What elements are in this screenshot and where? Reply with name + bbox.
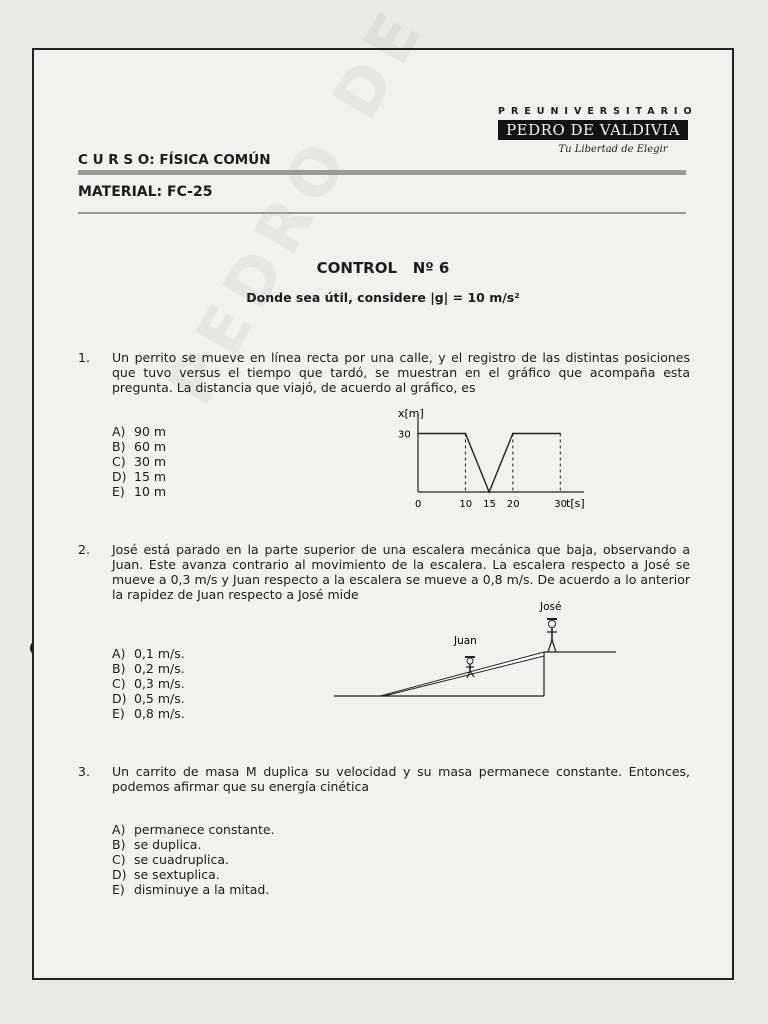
- option-d[interactable]: [112, 867, 275, 882]
- option-text: 0,1 m/s.: [134, 646, 185, 661]
- escalator-figure: [324, 598, 624, 702]
- page-title: CONTROL Nº 6: [316, 259, 450, 277]
- option-letter: A): [112, 646, 126, 661]
- jose-label: José: [540, 601, 562, 613]
- x-tick-label: 20: [506, 499, 520, 510]
- option-e[interactable]: [112, 484, 166, 499]
- option-text: 0,5 m/s.: [134, 691, 185, 706]
- x-tick-label: 0: [415, 499, 422, 510]
- institution-logo: [498, 106, 698, 155]
- y-tick-label: 30: [398, 429, 411, 441]
- options-q3: [112, 822, 275, 897]
- option-text: se cuadruplica.: [134, 852, 230, 867]
- option-c[interactable]: [112, 852, 275, 867]
- option-b[interactable]: [112, 439, 166, 454]
- position-series-line: [418, 434, 560, 493]
- option-letter: B): [112, 439, 126, 454]
- logo-name: PEDRO DE VALDIVIA: [498, 120, 688, 140]
- header-divider: [78, 170, 686, 175]
- option-letter: A): [112, 424, 126, 439]
- option-letter: C): [112, 454, 126, 469]
- question-text: Un perrito se mueve en línea recta por una calle, y el registro de las distintas posiciones que tuvo versus el tiempo que tardó, se muestran en el gráfico que acompaña esta pregunta. La distancia que viajó, de acuerdo al gráfico, es: [112, 350, 690, 395]
- option-letter: B): [112, 661, 126, 676]
- x-tick-label: 30: [554, 499, 568, 510]
- options-q1: [112, 424, 166, 499]
- option-b[interactable]: [112, 837, 275, 852]
- option-letter: C): [112, 676, 126, 691]
- option-c[interactable]: [112, 454, 166, 469]
- x-tick-label: 15: [483, 499, 496, 510]
- option-e[interactable]: [112, 706, 185, 721]
- logo-preuniversitario: PREUNIVERSITARIO: [498, 106, 698, 117]
- option-b[interactable]: [112, 661, 185, 676]
- option-text: se duplica.: [134, 837, 202, 852]
- option-letter: D): [112, 691, 127, 706]
- option-letter: E): [112, 882, 125, 897]
- position-time-graph: [370, 406, 610, 518]
- option-letter: D): [112, 469, 127, 484]
- x-axis-label: t[s]: [566, 497, 585, 510]
- option-text: permanece constante.: [134, 822, 275, 837]
- option-a[interactable]: [112, 646, 185, 661]
- question-number: 3.: [78, 764, 90, 779]
- options-q2: [112, 646, 185, 721]
- option-a[interactable]: [112, 424, 166, 439]
- logo-tagline: Tu Libertad de Elegir: [558, 144, 668, 155]
- question-text: José está parado en la parte superior de una escalera mecánica que baja, observando a Juan. Este avanza contrario al movimiento de la escalera. La escalera respecto a José se mueve a 0,3 m/s y Juan respecto a la escalera se mueve a 0,8 m/s. De acuerdo a lo anterior la rapidez de Juan respecto a José mide: [112, 542, 690, 602]
- option-text: 0,2 m/s.: [134, 661, 185, 676]
- option-text: 0,3 m/s.: [134, 676, 185, 691]
- option-text: 30 m: [134, 454, 167, 469]
- option-letter: E): [112, 484, 125, 499]
- option-text: 60 m: [134, 439, 167, 454]
- juan-label: Juan: [454, 635, 477, 647]
- x-tick-label: 10: [459, 499, 473, 510]
- option-d[interactable]: [112, 691, 185, 706]
- course-label: C U R S O: FÍSICA COMÚN: [78, 152, 271, 168]
- exam-page: [32, 48, 734, 980]
- option-e[interactable]: [112, 882, 275, 897]
- option-letter: C): [112, 852, 126, 867]
- jose-figure: [547, 618, 557, 652]
- option-c[interactable]: [112, 676, 185, 691]
- question-text: Un carrito de masa M duplica su velocidad y su masa permanece constante. Entonces, podemos afirmar que su energía cinética: [112, 764, 690, 794]
- header-divider-2: [78, 212, 686, 214]
- option-text: 90 m: [134, 424, 167, 439]
- option-d[interactable]: [112, 469, 166, 484]
- question-number: 1.: [78, 350, 90, 365]
- option-text: 10 m: [134, 484, 167, 499]
- question-number: 2.: [78, 542, 90, 557]
- option-letter: E): [112, 706, 125, 721]
- gravity-note: Donde sea útil, considere |g| = 10 m/s²: [246, 290, 520, 305]
- option-text: 15 m: [134, 469, 167, 484]
- escalator-ramp: [380, 652, 544, 696]
- option-text: 0,8 m/s.: [134, 706, 185, 721]
- option-letter: A): [112, 822, 126, 837]
- option-text: disminuye a la mitad.: [134, 882, 270, 897]
- option-letter: D): [112, 867, 127, 882]
- option-a[interactable]: [112, 822, 275, 837]
- option-text: se sextuplica.: [134, 867, 220, 882]
- option-letter: B): [112, 837, 126, 852]
- material-label: MATERIAL: FC-25: [78, 184, 213, 200]
- y-axis-label: x[m]: [398, 407, 424, 420]
